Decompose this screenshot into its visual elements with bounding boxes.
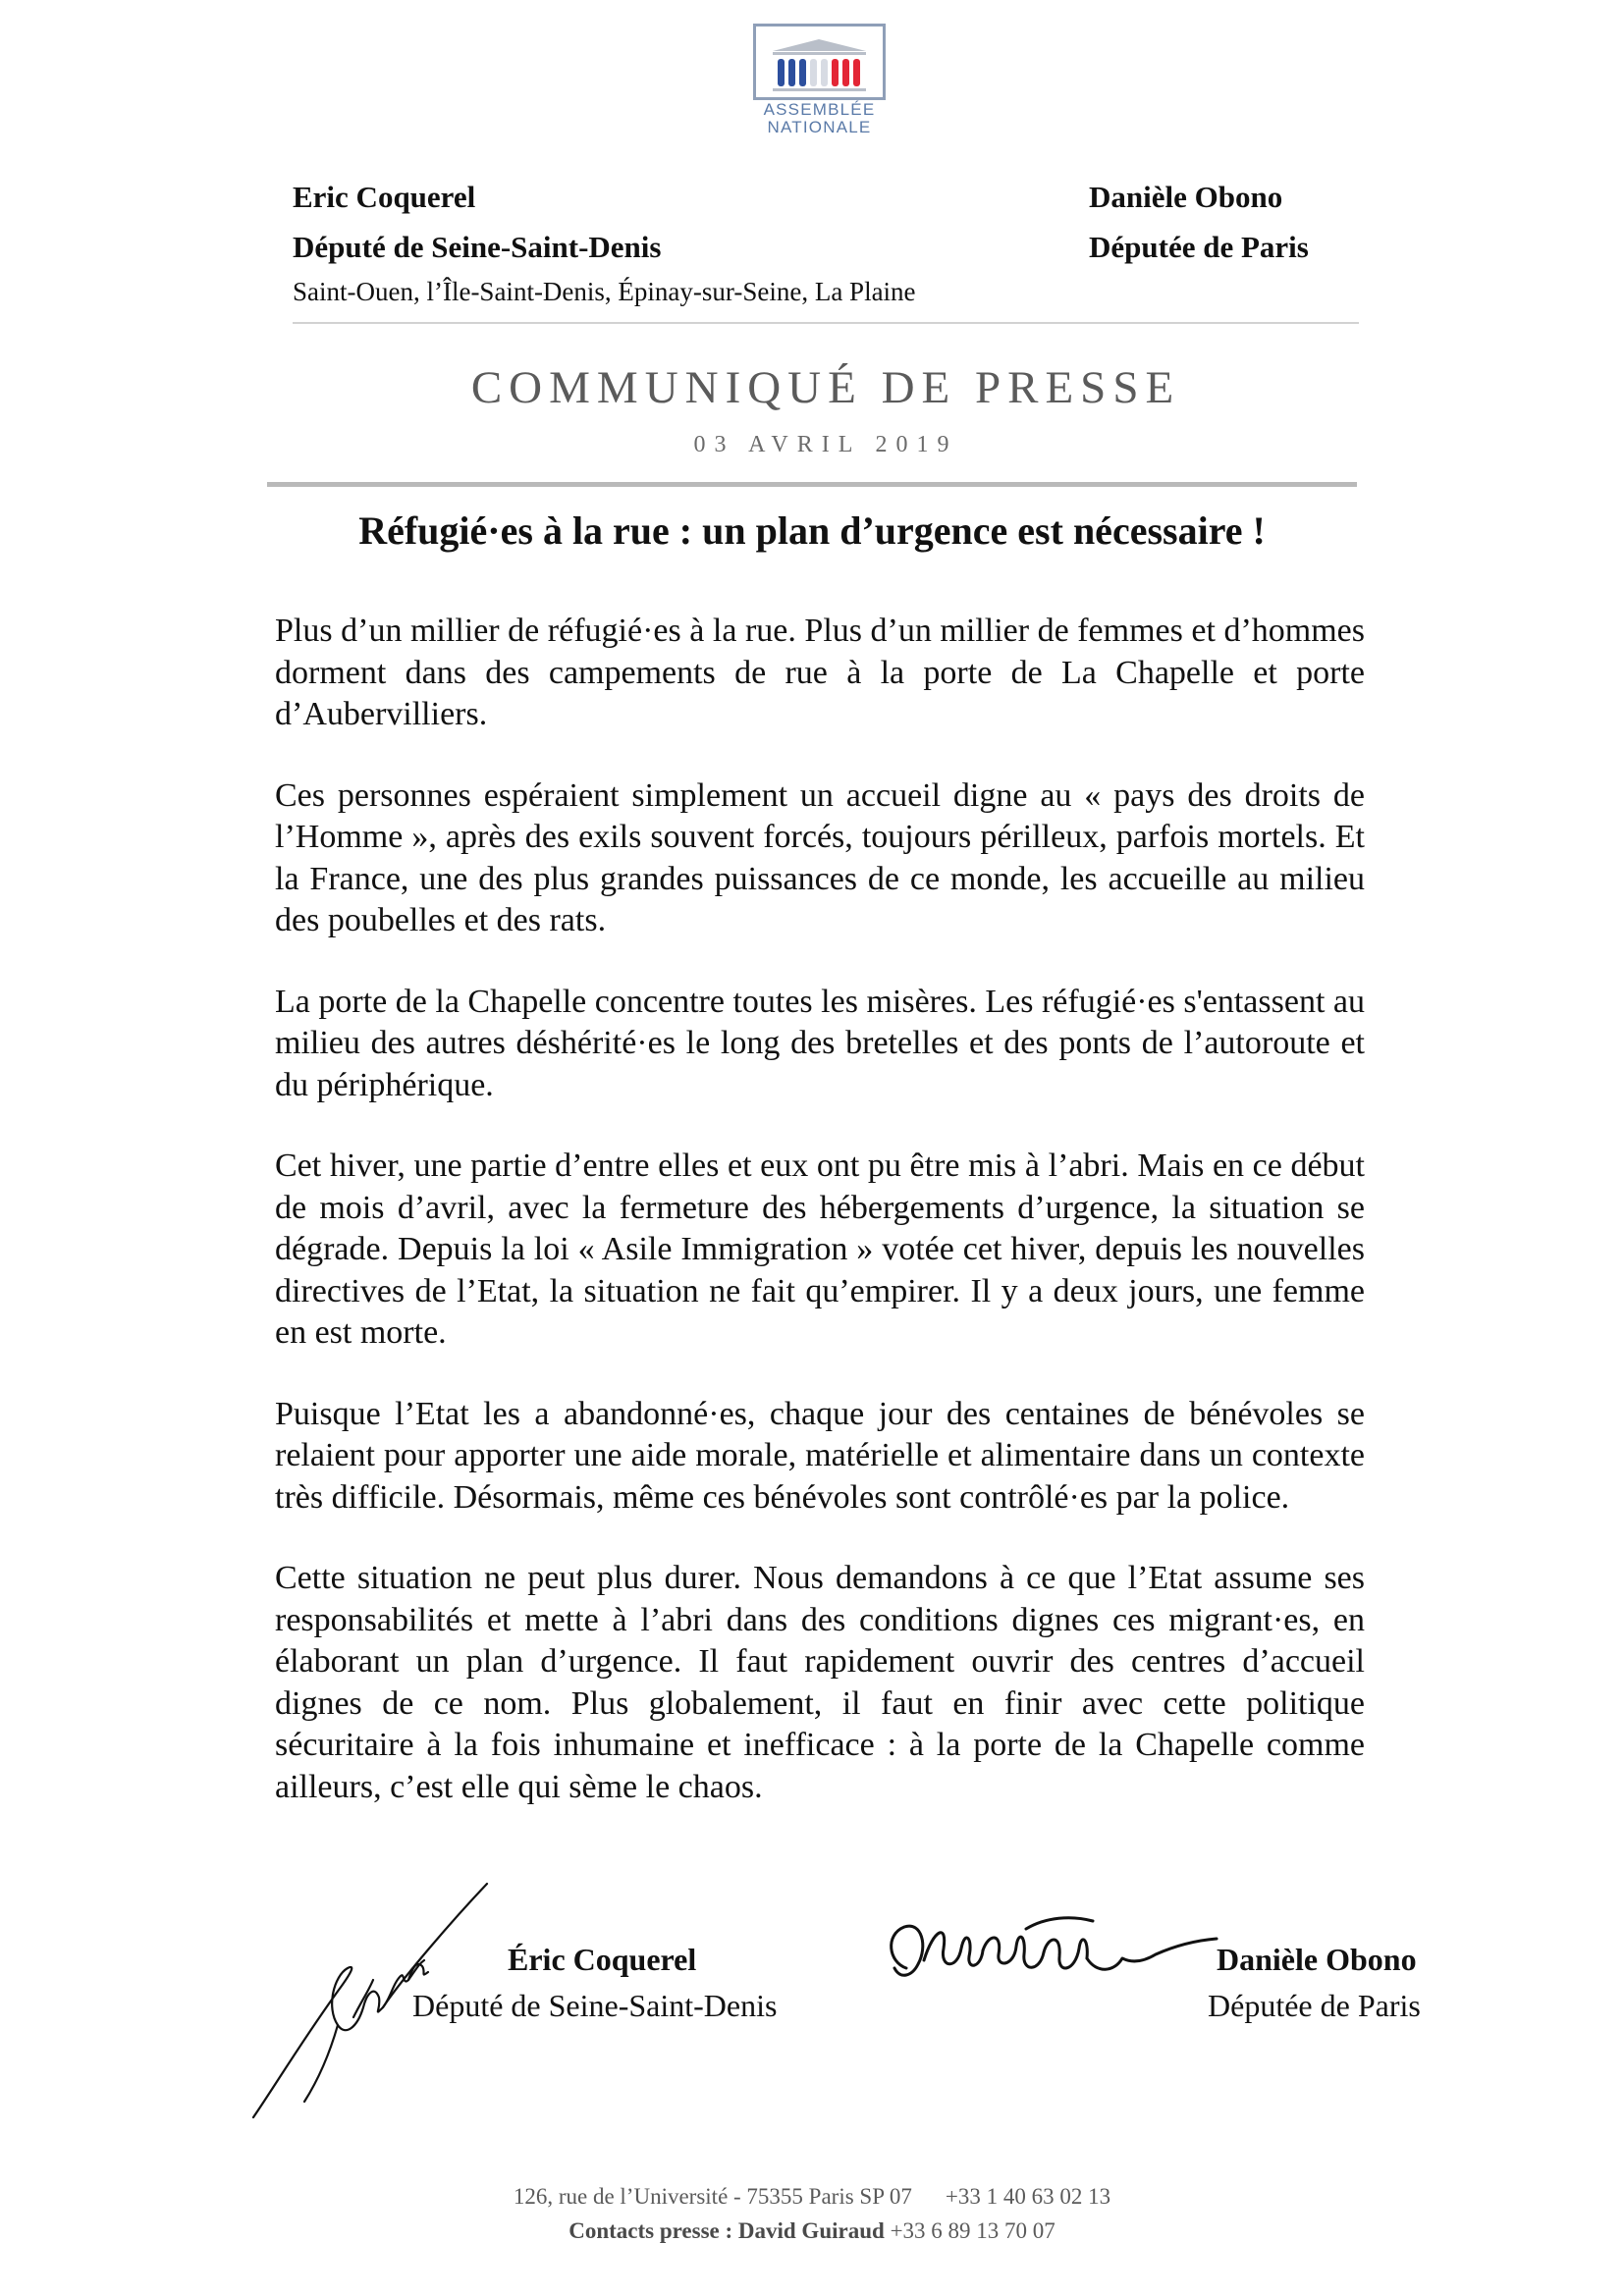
header-left-constituency: Saint-Ouen, l’Île-Saint-Denis, Épinay-sur-Seine, La Plaine [293, 277, 916, 306]
signature-left-role: Député de Seine-Saint-Denis [412, 1988, 778, 2023]
headline: Réfugié·es à la rue : un plan d’urgence est nécessaire ! [358, 508, 1266, 553]
header-divider [293, 322, 1359, 324]
body-paragraph-1: Plus d’un millier de réfugié·es à la rue. Plus d’un millier de femmes et d’hommes dorment dans des campements de rue à la porte de La Chapelle et porte d’Aubervilliers. [275, 613, 1365, 732]
logo-line-1: ASSEMBLÉE [763, 100, 876, 119]
signature-right-name: Danièle Obono [1217, 1942, 1417, 1977]
body-paragraph-3: La porte de la Chapelle concentre toutes les misères. Les réfugié·es s'entassent au milieu des autres déshérité·es le long des bretelles et des ponts de l’autoroute et du périphérique. [275, 983, 1365, 1103]
body-paragraph-5: Puisque l’Etat les a abandonné·es, chaque jour des centaines de bénévoles se relaient pour apporter une aide morale, matérielle et alimentaire dans un contexte très difficile. Désormais, même ces bénévoles sont contrôlé·es par la police. [275, 1395, 1365, 1516]
footer-address-line [0, 2184, 1624, 2210]
footer-press-contact: Contacts presse : David Guiraud [568, 2218, 885, 2243]
body-paragraph-2: Ces personnes espéraient simplement un accueil digne au « pays des droits de l’Homme », après des exils souvent forcés, toujours périlleux, parfois mortels. Et la France, une des plus grandes puissances de ce monde, les accueille au milieu des poubelles et des rats. [275, 776, 1365, 938]
hemicycle-emblem-icon [753, 24, 886, 100]
signature-obono-icon [879, 1899, 1222, 2027]
footer-address: 126, rue de l’Université - 75355 Paris SP 07 [513, 2184, 912, 2209]
header-right-role: Députée de Paris [1089, 230, 1309, 264]
header-left-role: Député de Seine-Saint-Denis [293, 230, 662, 264]
footer-press-phone: +33 6 89 13 70 07 [890, 2218, 1056, 2243]
footer-phone: +33 1 40 63 02 13 [945, 2184, 1111, 2209]
footer-press-line [0, 2218, 1624, 2244]
signature-right-role: Députée de Paris [1208, 1988, 1421, 2023]
body-text [275, 611, 1365, 1808]
logo-line-2: NATIONALE [767, 118, 872, 136]
body-paragraph-4: Cet hiver, une partie d’entre elles et eux ont pu être mis à l’abri. Mais en ce début de mois d’avril, avec la fermeture des hébergements d’urgence, la situation se dégrade. Depuis la loi « Asile Immigration » votée cet hiver, depuis les nouvelles directives de l’Etat, la situation ne fait qu’empirer. Il y a deux jours, une femme en est morte. [275, 1148, 1365, 1351]
title-divider [267, 482, 1357, 487]
header-left-name: Eric Coquerel [293, 180, 476, 214]
assemblee-nationale-logo [753, 24, 886, 139]
signature-left-name: Éric Coquerel [508, 1942, 697, 1977]
body-paragraph-6: Cette situation ne peut plus durer. Nous demandons à ce que l’Etat assume ses responsabilités et mette à l’abri dans des conditions dignes ces migrant·es, en élaborant un plan d’urgence. Il faut rapidement ouvrir des centres d’accueil dignes de ce nom. Plus globalement, il faut en finir avec cette politique sécuritaire à la fois inhumaine et inefficace : à la porte de la Chapelle comme ailleurs, c’est elle qui sème le chaos. [275, 1560, 1365, 1805]
header-right-name: Danièle Obono [1089, 180, 1283, 214]
press-release-title: COMMUNIQUÉ DE PRESSE [470, 362, 1181, 413]
press-release-date: 03 AVRIL 2019 [693, 432, 958, 457]
